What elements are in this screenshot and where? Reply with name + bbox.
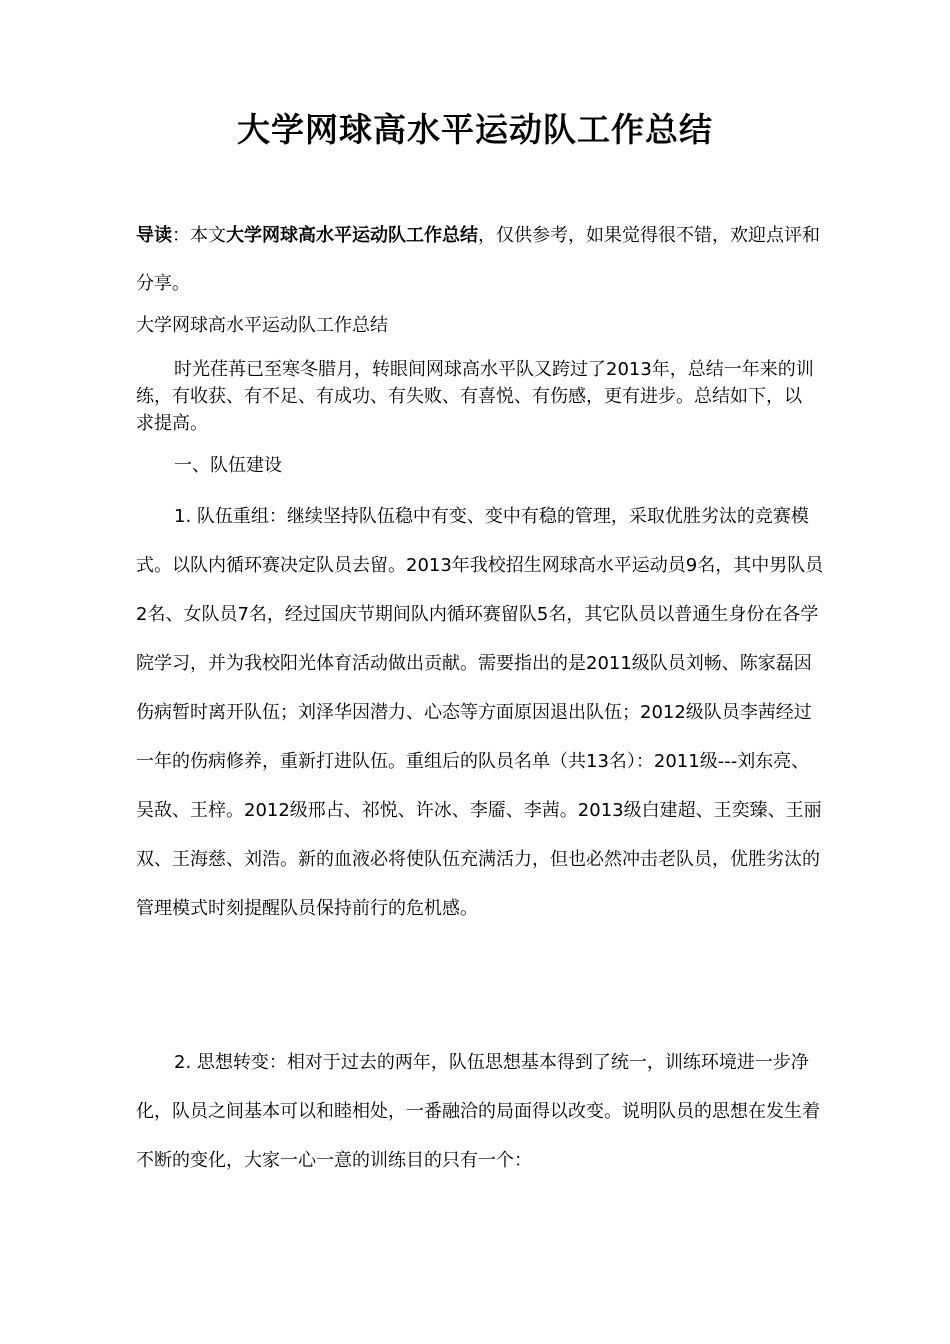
opening-paragraph: 时光荏苒已至寒冬腊月，转眼间网球高水平队又跨过了2013年，总结一年来的训练，有收获、有不足、有成功、有失败、有喜悦、有伤感，更有进步。总结如下，以求提高。	[136, 359, 814, 434]
intro-paragraph	[136, 212, 826, 308]
item-mindset-change: 2. 思想转变：相对于过去的两年，队伍思想基本得到了统一，训练环境进一步净化，队员之间基本可以和睦相处，一番融洽的局面得以改变。说明队员的思想在发生着不断的变化，大家一心一意的训练目的只有一个：	[136, 1052, 820, 1171]
document-title: 大学网球高水平运动队工作总结	[237, 110, 713, 149]
intro-bold-title: 大学网球高水平运动队工作总结	[226, 225, 478, 246]
intro-separator: ：本文	[172, 225, 226, 246]
item-team-restructure: 1. 队伍重组：继续坚持队伍稳中有变、变中有稳的管理，采取优胜劣汰的竞赛模式。以队内循环赛决定队员去留。2013年我校招生网球高水平运动员9名，其中男队员2名、女队员7名，经过国庆节期间队内循环赛留队5名，其它队员以普通生身份在各学院学习，并为我校阳光体育活动做出贡献。需要指出的是2011级队员刘畅、陈家磊因伤病暂时离开队伍；刘泽华因潜力、心态等方面原因退出队伍；2012级队员李茜经过一年的伤病修养，重新打进队伍。重组后的队员名单（共13名）：2011级---刘东亮、吴敌、王梓。2012级邢占、祁悦、许冰、李靥、李茜。2013级白建超、王奕臻、王丽双、王海慈、刘浩。新的血液必将使队伍充满活力，但也必然冲击老队员，优胜劣汰的管理模式时刻提醒队员保持前行的危机感。	[136, 506, 824, 919]
section-heading-team-building: 一、队伍建设	[174, 455, 282, 476]
document-subtitle: 大学网球高水平运动队工作总结	[136, 315, 388, 336]
intro-rest: ，仅供参考，如果觉得很不错，欢迎点评和分享。	[136, 225, 820, 294]
intro-label: 导读	[136, 225, 172, 246]
